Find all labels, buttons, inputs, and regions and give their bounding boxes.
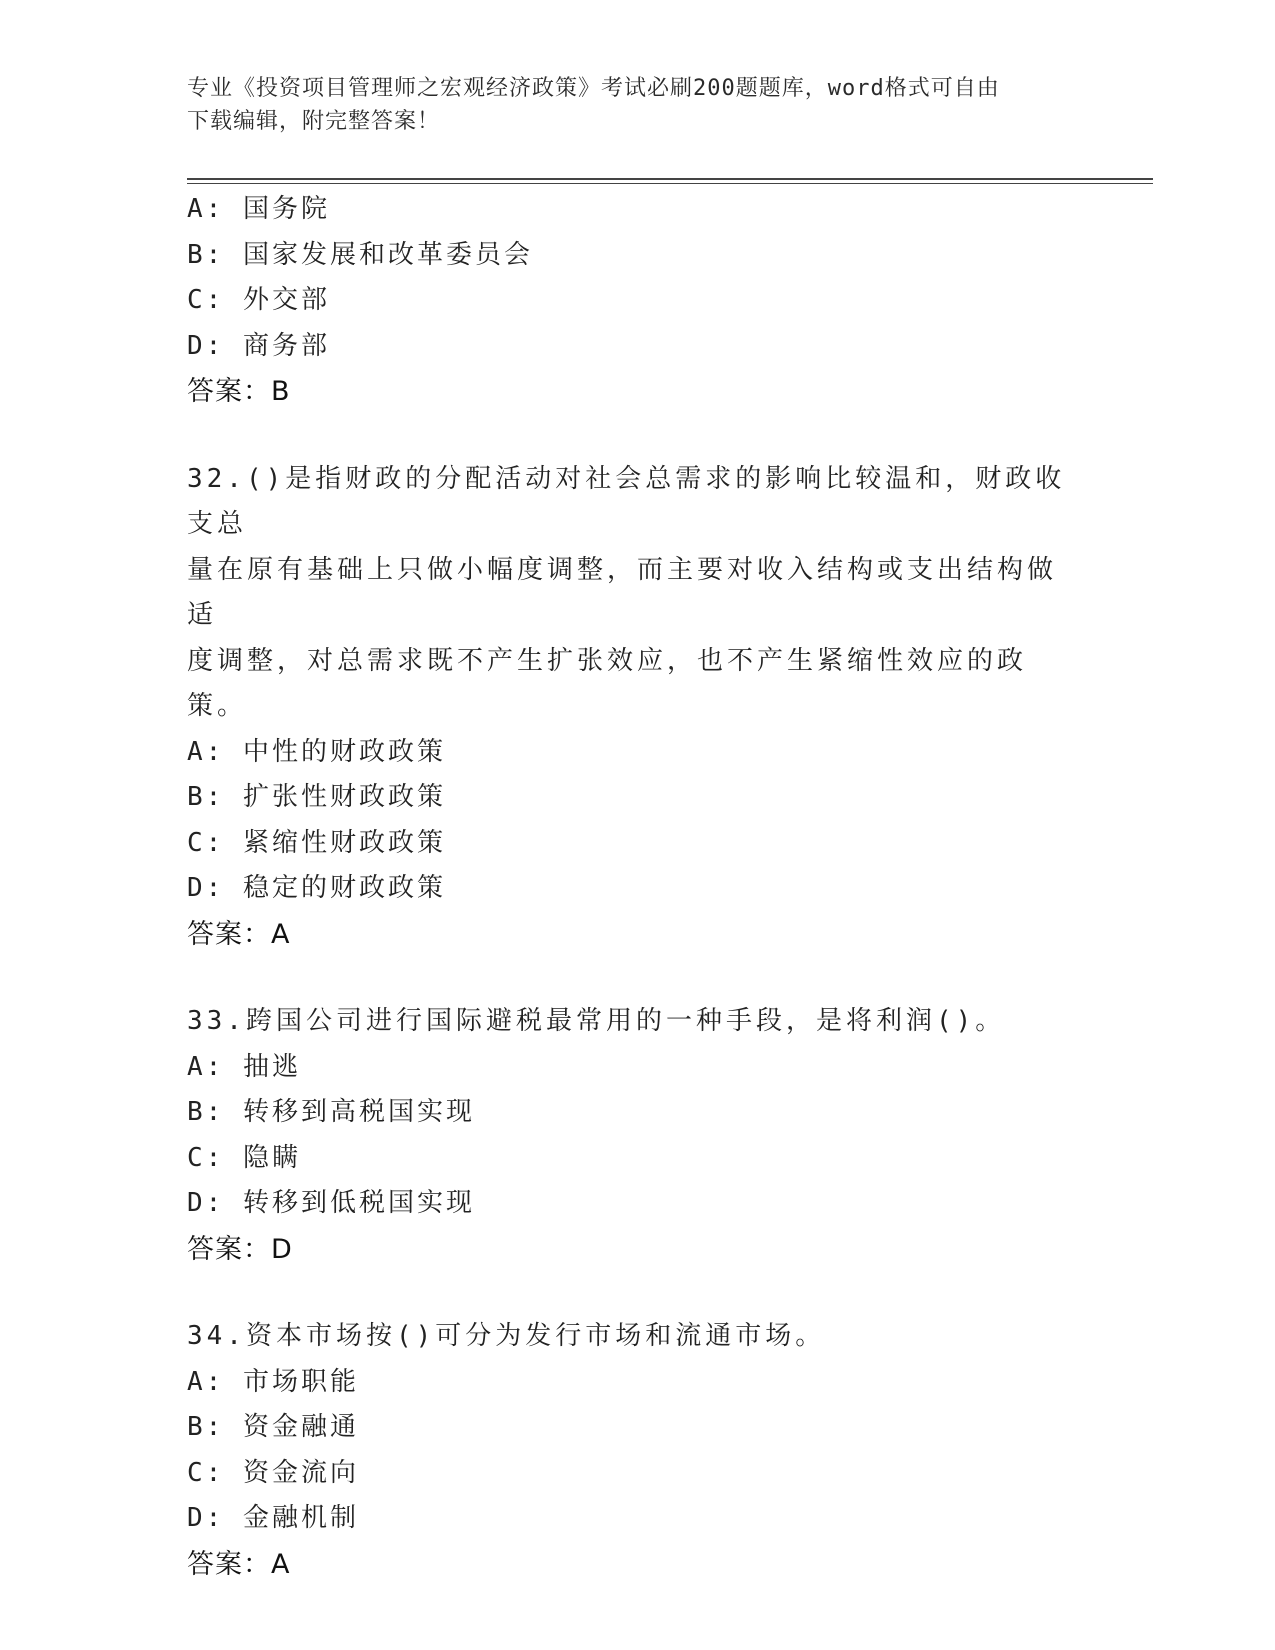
header-divider (187, 178, 1153, 184)
question-stem-line-1: 32.()是指财政的分配活动对社会总需求的影响比较温和，财政收支总 (187, 463, 1066, 539)
question-stem-line-2: 量在原有基础上只做小幅度调整，而主要对收入结构或支出结构做适 (187, 554, 1058, 630)
option-d: D: 商务部 (187, 330, 330, 361)
question-list (187, 187, 1087, 1587)
option-a: A: 国务院 (187, 194, 330, 224)
header-title-line-1: 专业《投资项目管理师之宏观经济政策》考试必刷200题题库，word格式可自由 (187, 76, 1000, 101)
option-a: A: 抽逃 (187, 1051, 301, 1082)
option-c: C: 隐瞒 (187, 1142, 301, 1173)
option-a: A: 市场职能 (187, 1366, 359, 1397)
question-33 (187, 999, 1087, 1272)
answer-line: 答案：D (187, 1233, 293, 1265)
answer-line: 答案：A (187, 918, 291, 950)
answer-line: 答案：B (187, 376, 291, 407)
option-b: B: 扩张性财政政策 (187, 782, 446, 812)
question-stem-line-1: 34.资本市场按()可分为发行市场和流通市场。 (187, 1321, 826, 1351)
question-31 (187, 187, 1087, 415)
option-d: D: 金融机制 (187, 1503, 359, 1533)
option-b: B: 国家发展和改革委员会 (187, 239, 533, 270)
option-c: C: 资金流向 (187, 1457, 359, 1488)
question-stem-line-1: 33.跨国公司进行国际避税最常用的一种手段，是将利润()。 (187, 1006, 1006, 1036)
option-d: D: 转移到低税国实现 (187, 1188, 475, 1218)
question-34 (187, 1314, 1087, 1587)
answer-line: 答案：A (187, 1548, 291, 1580)
document-header (187, 72, 1087, 138)
option-c: C: 外交部 (187, 285, 330, 315)
option-b: B: 转移到高税国实现 (187, 1097, 475, 1127)
option-a: A: 中性的财政政策 (187, 736, 446, 767)
option-b: B: 资金融通 (187, 1412, 359, 1442)
question-32 (187, 457, 1087, 958)
option-d: D: 稳定的财政政策 (187, 873, 446, 903)
option-c: C: 紧缩性财政政策 (187, 827, 446, 858)
question-stem-line-3: 度调整，对总需求既不产生扩张效应，也不产生紧缩性效应的政策。 (187, 645, 1028, 721)
header-title-line-2: 下载编辑，附完整答案！ (187, 109, 441, 134)
